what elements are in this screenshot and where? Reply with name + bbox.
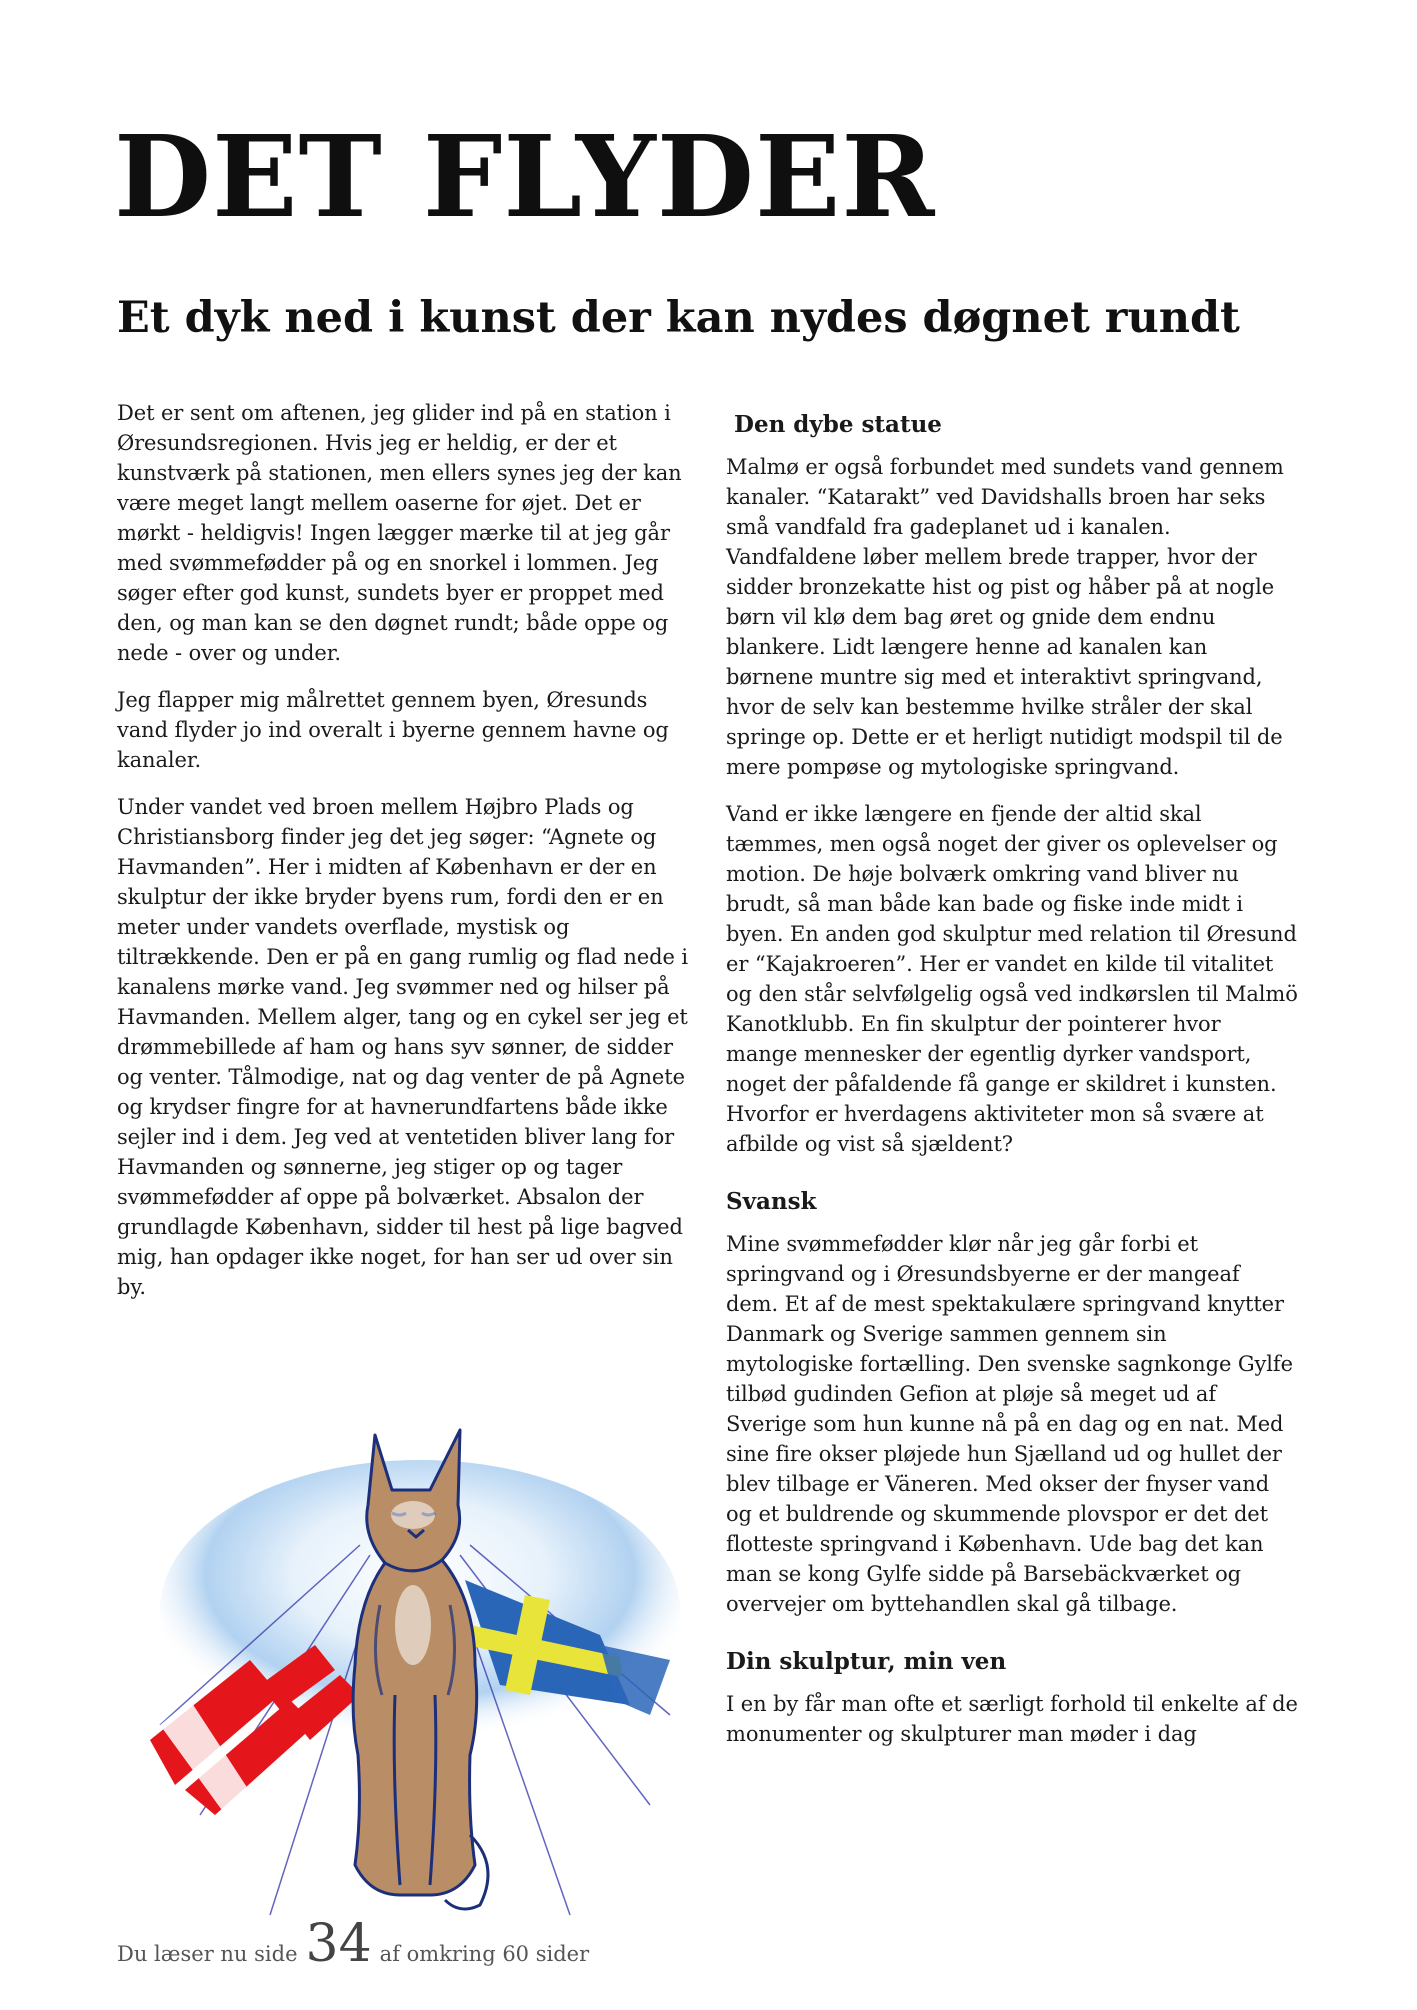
section-heading-din-skulptur: Din skulptur, min ven bbox=[726, 1648, 1007, 1675]
section-heading-den-dybe-statue: Den dybe statue bbox=[734, 411, 942, 438]
right-column bbox=[726, 410, 1298, 1766]
page-footer bbox=[117, 1914, 590, 1974]
left-column bbox=[117, 398, 689, 1319]
section-heading-svansk: Svansk bbox=[726, 1188, 817, 1215]
body-paragraph: Jeg flapper mig målrettet gennem byen, Øresunds vand flyder jo ind overalt i byerne gennem havne og kanaler. bbox=[117, 688, 669, 772]
page-number: 34 bbox=[305, 1914, 372, 1974]
page-subtitle: Et dyk ned i kunst der kan nydes døgnet rundt bbox=[117, 293, 1240, 343]
cat-flags-illustration bbox=[130, 1395, 690, 1955]
body-paragraph: Malmø er også forbundet med sundets vand gennem kanaler. “Katarakt” ved Davidshalls broen har seks små vandfald fra gadeplanet ud i kanalen. Vandfaldene løber mellem brede trapper, hvor der sidder bronzekatte hist og pist og håber på at nogle børn vil klø dem bag øret og gnide dem endnu blankere. Lidt længere henne ad kanalen kan børnene muntre sig med et interaktivt springvand, hvor de selv kan bestemme hvilke stråler der skal springe op. Dette er et herligt nutidigt modspil til de mere pompøse og mytologiske springvand. bbox=[726, 455, 1284, 779]
footer-prefix: Du læser nu side bbox=[117, 1942, 298, 1966]
page-title: DET FLYDER bbox=[114, 112, 936, 243]
body-paragraph: I en by får man ofte et særligt forhold til enkelte af de monumenter og skulpturer man møder i dag bbox=[726, 1692, 1298, 1746]
intro-paragraph: Det er sent om aftenen, jeg glider ind på en station i Øresundsregionen. Hvis jeg er heldig, er der et kunstværk på stationen, men ellers synes jeg der kan være meget langt mellem oaserne for øjet. Det er mørkt - heldigvis! Ingen lægger mærke til at jeg går med svømmefødder på og en snorkel i lommen. Jeg søger efter god kunst, sundets byer er proppet med den, og man kan se den døgnet rundt; både oppe og nede - over og under. bbox=[117, 401, 682, 665]
footer-suffix: af omkring 60 sider bbox=[379, 1942, 590, 1966]
body-paragraph: Under vandet ved broen mellem Højbro Plads og Christiansborg finder jeg det jeg søger: “Agnete og Havmanden”. Her i midten af København er der en skulptur der ikke bryder byens rum, fordi den er en meter under vandets overflade, mystisk og tiltrækkende. Den er på en gang rumlig og flad nede i kanalens mørke vand. Jeg svømmer ned og hilser på Havmanden. Mellem alger, tang og en cykel ser jeg et drømmebillede af ham og hans syv sønner, de sidder og venter. Tålmodige, nat og dag venter de på Agnete og krydser fingre for at havnerundfartens både ikke sejler ind i dem. Jeg ved at ventetiden bliver lang for Havmanden og sønnerne, jeg stiger op og tager svømmefødder af oppe på bolværket. Absalon der grundlagde København, sidder til hest på lige bagved mig, han opdager ikke noget, for han ser ud over sin by. bbox=[117, 795, 689, 1299]
body-paragraph: Vand er ikke længere en fjende der altid skal tæmmes, men også noget der giver os oplevelser og motion. De høje bolværk omkring vand bliver nu brudt, så man både kan bade og fiske inde midt i byen. En anden god skulptur med relation til Øresund er “Kajakroeren”. Her er vandet en kilde til vitalitet og den står selvfølgelig også ved indkørslen til Malmö Kanotklubb. En fin skulptur der pointerer hvor mange mennesker der egentlig dyrker vandsport, noget der påfaldende få gange er skildret i kunsten. Hvorfor er hverdagens aktiviteter mon så svære at afbilde og vist så sjældent? bbox=[726, 802, 1298, 1156]
body-paragraph: Mine svømmefødder klør når jeg går forbi et springvand og i Øresundsbyerne er der mangeaf dem. Et af de mest spektakulære springvand knytter Danmark og Sverige sammen gennem sin mytologiske fortælling. Den svenske sagnkonge Gylfe tilbød gudinden Gefion at pløje så meget ud af Sverige som hun kunne nå på en dag og en nat. Med sine fire okser pløjede hun Sjælland ud og hullet der blev tilbage er Väneren. Med okser der fnyser vand og et buldrende og skummende plovspor er det det flotteste springvand i København. Ude bag det kan man se kong Gylfe sidde på Barsebäckværket og overvejer om byttehandlen skal gå tilbage. bbox=[726, 1232, 1293, 1616]
